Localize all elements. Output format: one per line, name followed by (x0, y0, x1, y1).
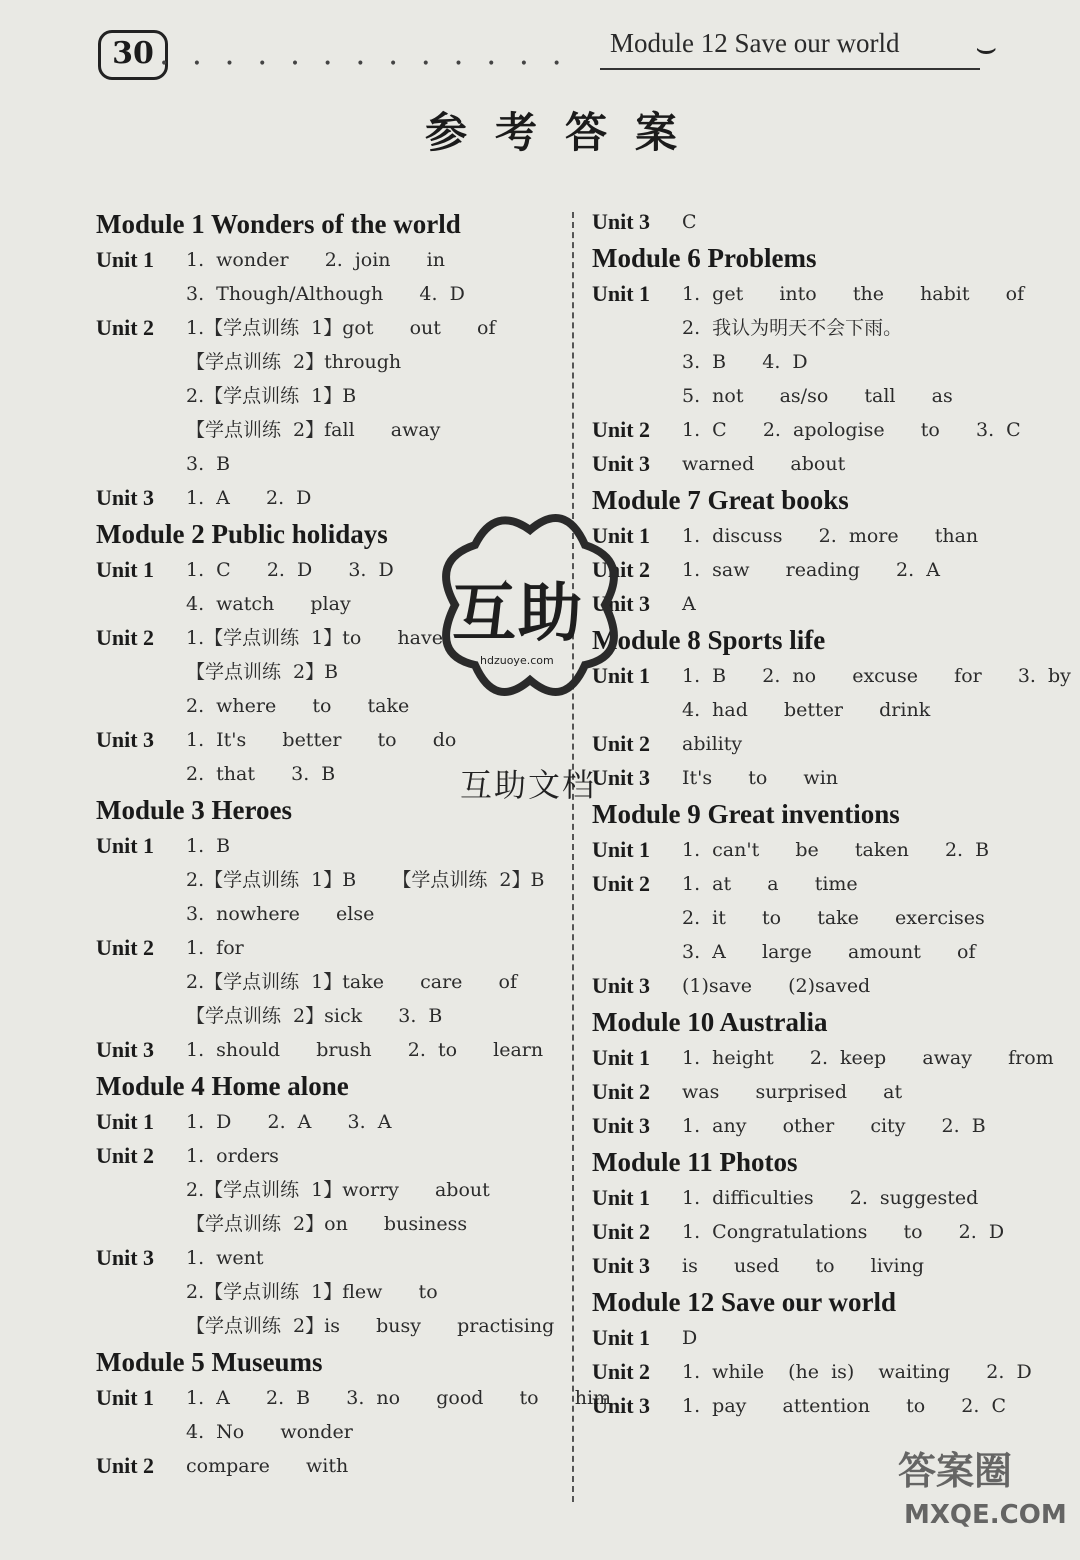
answer-line: 1. get into the habit of (682, 283, 1025, 305)
unit-answer-row (96, 829, 566, 931)
answer-line: 3. Though/Although 4. D (186, 283, 465, 305)
unit-answers (682, 277, 1032, 413)
unit-answers (682, 1321, 1032, 1355)
unit-answer-row (96, 931, 566, 1033)
unit-answer-row (592, 1041, 1054, 1075)
unit-answers (682, 1215, 1032, 1249)
answer-line: 1. saw reading 2. A (682, 559, 940, 581)
unit-label: Unit 2 (592, 1219, 651, 1244)
module-heading: Module 7 Great books (592, 485, 849, 515)
answer-line: 【学点训练 2】on business (186, 1213, 468, 1235)
module-heading: Module 12 Save our world (592, 1287, 897, 1317)
header-dots: • • • • • • • • • • • • • (160, 56, 571, 72)
unit-answer-row (592, 1321, 1032, 1355)
answer-line: C (682, 211, 697, 233)
unit-label: Unit 1 (592, 281, 651, 306)
unit-answer-row (592, 659, 1071, 727)
page-number-box: 30 (98, 30, 168, 80)
answer-line: was surprised at (682, 1081, 903, 1103)
unit-answer-row (592, 205, 1032, 239)
watermark-caption: 互助文档 (460, 766, 597, 804)
unit-answer-row (592, 969, 1032, 1003)
answer-line: 1. went (186, 1247, 264, 1269)
answer-line: 4. had better drink (682, 699, 931, 721)
unit-answers (682, 761, 1032, 795)
answer-line: 3. nowhere else (186, 903, 375, 925)
unit-label: Unit 3 (592, 1253, 651, 1278)
unit-label: Unit 2 (592, 417, 651, 442)
unit-answer-row (96, 1033, 566, 1067)
unit-answer-row (96, 243, 566, 311)
answer-line: 1. B 2. no excuse for 3. by (682, 665, 1071, 687)
answer-line: 2. 我认为明天不会下雨。 (682, 317, 903, 339)
answer-line: It's to win (682, 767, 839, 789)
unit-answer-row (592, 1355, 1032, 1389)
answer-line: 1. C 2. apologise to 3. C (682, 419, 1021, 441)
answer-line: 【学点训练 2】fall away (186, 419, 441, 441)
unit-label: Unit 2 (592, 731, 651, 756)
unit-answer-row (592, 833, 1032, 867)
answer-line: 1. B (186, 835, 231, 857)
answer-line: compare with (186, 1455, 349, 1477)
unit-answer-row (592, 1109, 1032, 1143)
unit-label: Unit 3 (592, 765, 651, 790)
unit-answers (186, 1449, 566, 1483)
unit-label: Unit 3 (96, 1037, 155, 1062)
unit-answer-row (592, 519, 1032, 553)
unit-label: Unit 3 (592, 1393, 651, 1418)
watermark-logo-text: 互助 (452, 577, 584, 651)
answer-line: 3. B (186, 453, 231, 475)
answer-line: 2. where to take (186, 695, 410, 717)
module-heading: Module 5 Museums (96, 1347, 323, 1377)
module-heading: Module 4 Home alone (96, 1071, 349, 1101)
answer-line: 3. B 4. D (682, 351, 808, 373)
unit-answer-row (592, 1181, 1032, 1215)
unit-answers (682, 1075, 1032, 1109)
unit-label: Unit 2 (96, 315, 155, 340)
unit-answer-row (592, 553, 1032, 587)
unit-answers (682, 1181, 1032, 1215)
answer-line: 5. not as/so tall as (682, 385, 953, 407)
module-heading: Module 9 Great inventions (592, 799, 900, 829)
unit-answers (682, 727, 1032, 761)
unit-label: Unit 1 (96, 1109, 155, 1134)
answer-column-left (96, 205, 612, 1483)
running-title: Module 12 Save our world (610, 28, 900, 58)
unit-answers (682, 969, 1032, 1003)
unit-label: Unit 1 (592, 837, 651, 862)
unit-label: Unit 1 (96, 557, 155, 582)
corner-watermark-url: MXQE.COM (904, 1500, 1067, 1530)
swoosh-icon: ⌣ (975, 28, 998, 68)
unit-answer-row (592, 413, 1032, 447)
answer-line: 4. watch play (186, 593, 351, 615)
answer-line: 【学点训练 2】B (186, 661, 339, 683)
unit-answers (682, 447, 1032, 481)
unit-answers (682, 1109, 1032, 1143)
unit-label: Unit 3 (592, 1113, 651, 1138)
unit-label: Unit 1 (96, 833, 155, 858)
module-heading: Module 2 Public holidays (96, 519, 388, 549)
unit-answer-row (96, 1241, 566, 1343)
answer-line: 1. A 2. B 3. no good to him (186, 1387, 612, 1409)
unit-answer-row (96, 1105, 566, 1139)
answer-line: 2.【学点训练 1】B 【学点训练 2】B (186, 869, 545, 891)
unit-label: Unit 2 (592, 871, 651, 896)
answer-line: is used to living (682, 1255, 925, 1277)
unit-label: Unit 1 (592, 523, 651, 548)
answer-line: (1)save (2)saved (682, 975, 871, 997)
unit-answer-row (96, 1139, 566, 1241)
unit-answer-row (592, 277, 1032, 413)
answer-line: 2.【学点训练 1】B (186, 385, 357, 407)
answer-line: 1. orders (186, 1145, 279, 1167)
answer-line: 1. It's better to do (186, 729, 457, 751)
page-title: 参考答案 (424, 108, 705, 157)
unit-answer-row (96, 1449, 566, 1483)
answer-line: 1. D 2. A 3. A (186, 1111, 392, 1133)
answer-line: 1. height 2. keep away from (682, 1047, 1054, 1069)
answer-line: 1. difficulties 2. suggested (682, 1187, 979, 1209)
unit-answers (682, 413, 1032, 447)
unit-answers (682, 867, 1032, 969)
unit-answer-row (96, 311, 566, 481)
answer-line: 2.【学点训练 1】flew to (186, 1281, 438, 1303)
unit-label: Unit 2 (96, 625, 155, 650)
unit-answer-row (592, 727, 1032, 761)
answer-line: ability (682, 733, 743, 755)
unit-answer-row (592, 761, 1032, 795)
answer-line: 1. pay attention to 2. C (682, 1395, 1006, 1417)
unit-label: Unit 2 (96, 1453, 155, 1478)
answer-line: 2.【学点训练 1】take care of (186, 971, 517, 993)
unit-answers (682, 1041, 1054, 1075)
answer-line: 1.【学点训练 1】to have (186, 627, 443, 649)
module-heading: Module 11 Photos (592, 1147, 798, 1177)
unit-answer-row (592, 1389, 1032, 1423)
answer-line: 【学点训练 2】through (186, 351, 402, 373)
unit-answers (682, 587, 1032, 621)
answer-line: 1. Congratulations to 2. D (682, 1221, 1005, 1243)
answer-line: 4. No wonder (186, 1421, 353, 1443)
answer-line: 1. should brush 2. to learn (186, 1039, 544, 1061)
unit-answers (186, 1033, 566, 1067)
answer-line: A (682, 593, 696, 615)
answer-line: 3. A large amount of (682, 941, 976, 963)
unit-label: Unit 2 (96, 1143, 155, 1168)
unit-label: Unit 3 (592, 209, 651, 234)
unit-answers (186, 1139, 566, 1241)
unit-label: Unit 1 (592, 1045, 651, 1070)
unit-answers (682, 833, 1032, 867)
unit-label: Unit 1 (592, 663, 651, 688)
unit-answer-row (96, 1381, 612, 1449)
unit-answers (682, 659, 1071, 727)
unit-label: Unit 2 (96, 935, 155, 960)
unit-label: Unit 3 (592, 451, 651, 476)
unit-answers (186, 243, 566, 311)
unit-label: Unit 3 (96, 1245, 155, 1270)
unit-answers (186, 931, 566, 1033)
unit-label: Unit 3 (96, 485, 155, 510)
answer-line: 1. for (186, 937, 244, 959)
unit-answers (186, 311, 566, 481)
answer-line: 2.【学点训练 1】worry about (186, 1179, 490, 1201)
unit-label: Unit 3 (592, 591, 651, 616)
unit-label: Unit 3 (592, 973, 651, 998)
unit-label: Unit 2 (592, 557, 651, 582)
answer-line: 【学点训练 2】is busy practising (186, 1315, 555, 1337)
answer-column-right (592, 205, 1071, 1423)
unit-answers (682, 519, 1032, 553)
answer-line: 2. that 3. B (186, 763, 336, 785)
watermark-logo-url: hdzuoye.com (480, 654, 554, 667)
answer-line: 1. C 2. D 3. D (186, 559, 394, 581)
unit-label: Unit 1 (592, 1185, 651, 1210)
unit-answer-row (592, 1215, 1032, 1249)
unit-answers (682, 1355, 1032, 1389)
answer-line: 1. wonder 2. join in (186, 249, 445, 271)
unit-label: Unit 1 (96, 247, 155, 272)
module-heading: Module 10 Australia (592, 1007, 828, 1037)
unit-answers (682, 1249, 1032, 1283)
column-divider (572, 212, 574, 1502)
unit-answers (682, 205, 1032, 239)
unit-label: Unit 1 (96, 1385, 155, 1410)
unit-answers (186, 1105, 566, 1139)
answer-line: D (682, 1327, 698, 1349)
answer-line: 1. while (he is) waiting 2. D (682, 1361, 1032, 1383)
module-heading: Module 6 Problems (592, 243, 817, 273)
unit-answers (682, 553, 1032, 587)
unit-label: Unit 1 (592, 1325, 651, 1350)
unit-label: Unit 2 (592, 1359, 651, 1384)
answer-line: 1. A 2. D (186, 487, 312, 509)
answer-line: 1. any other city 2. B (682, 1115, 986, 1137)
answer-line: 1. can't be taken 2. B (682, 839, 990, 861)
unit-answers (682, 1389, 1032, 1423)
unit-answer-row (592, 587, 1032, 621)
unit-answers (186, 1381, 611, 1449)
answer-line: 【学点训练 2】sick 3. B (186, 1005, 443, 1027)
module-heading: Module 3 Heroes (96, 795, 292, 825)
unit-answer-row (592, 1249, 1032, 1283)
module-heading: Module 8 Sports life (592, 625, 826, 655)
answer-line: 1. at a time (682, 873, 858, 895)
unit-answer-row (592, 1075, 1032, 1109)
header-rule (600, 68, 980, 70)
corner-watermark-logo: 答案圈 (898, 1449, 1013, 1493)
answer-line: 1.【学点训练 1】got out of (186, 317, 496, 339)
answer-line: warned about (682, 453, 846, 475)
module-heading: Module 1 Wonders of the world (96, 209, 461, 239)
unit-answer-row (592, 867, 1032, 969)
unit-label: Unit 3 (96, 727, 155, 752)
unit-answers (186, 1241, 566, 1343)
unit-label: Unit 2 (592, 1079, 651, 1104)
answer-line: 1. discuss 2. more than (682, 525, 979, 547)
unit-answer-row (592, 447, 1032, 481)
answer-line: 2. it to take exercises (682, 907, 985, 929)
unit-answers (186, 829, 566, 931)
